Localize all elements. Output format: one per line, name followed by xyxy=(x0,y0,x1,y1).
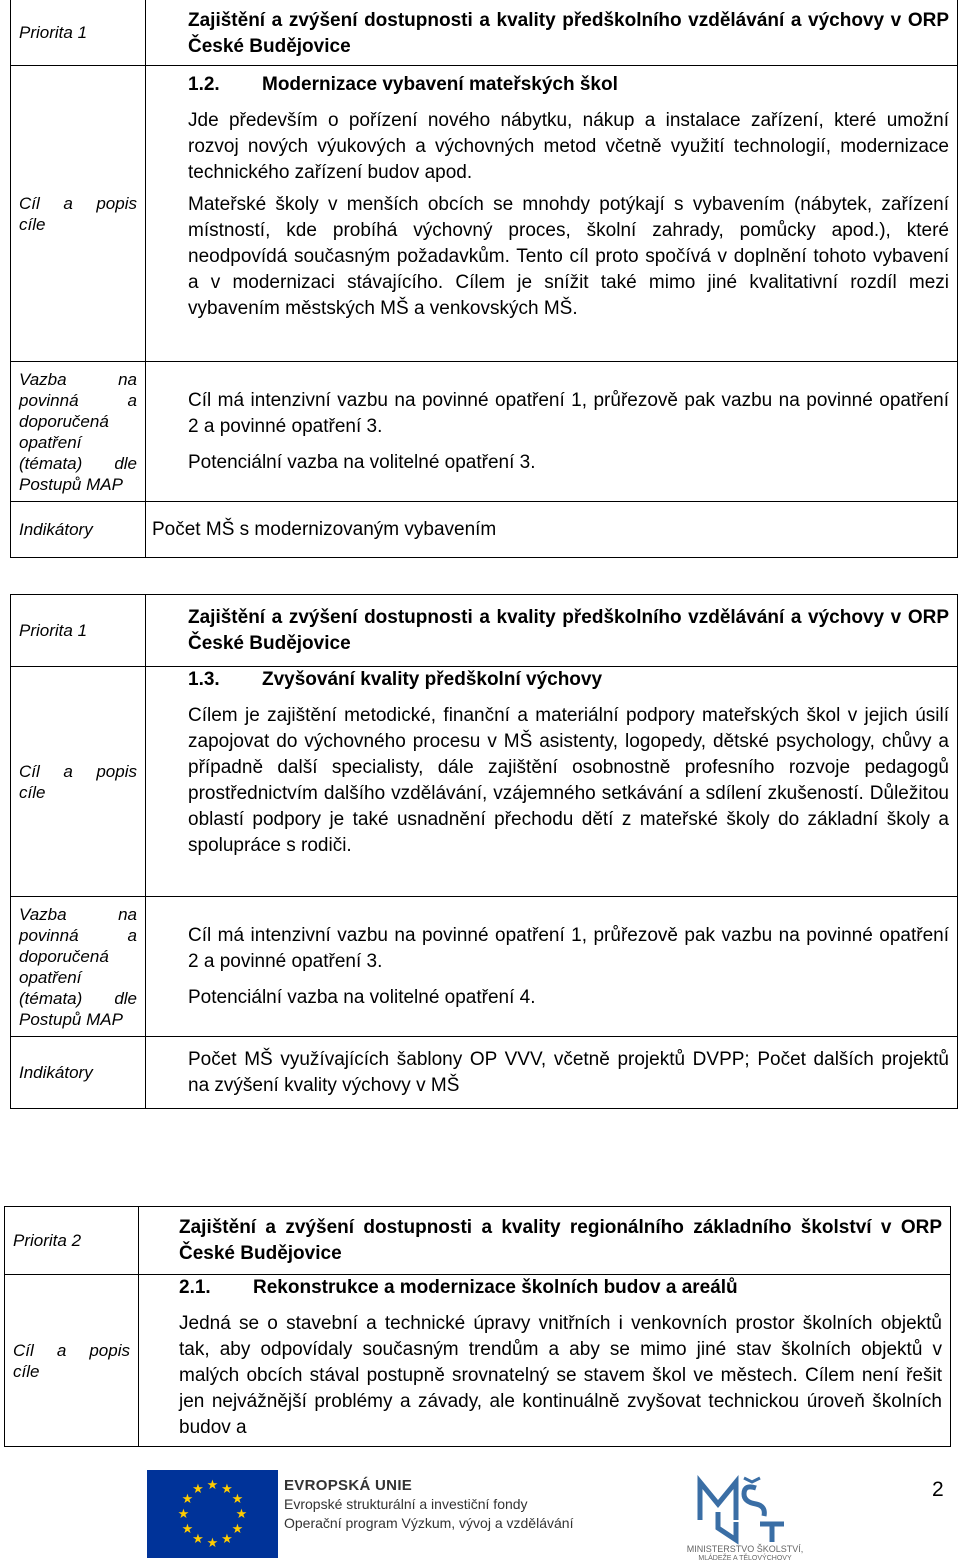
goal-heading xyxy=(188,667,949,693)
goal-label-cell xyxy=(11,667,146,897)
goal-number: 2.1. xyxy=(179,1277,211,1298)
link-label-cell xyxy=(11,362,146,502)
table-goal-1-3 xyxy=(10,594,958,1109)
priority-label-cell xyxy=(11,595,146,667)
table-goal-1-2 xyxy=(10,0,958,558)
goal-label-2: cíle xyxy=(13,1361,40,1381)
svg-text:★: ★ xyxy=(192,1482,204,1497)
svg-text:★: ★ xyxy=(192,1532,204,1547)
eu-flag-logo xyxy=(147,1470,278,1558)
goal-label: Cíl a popis xyxy=(19,761,137,781)
goal-heading xyxy=(188,72,949,98)
link-text-2: Potenciální vazba na volitelné opatření 4. xyxy=(188,986,536,1008)
priority-title: Zajištění a zvýšení dostupnosti a kvality předškolního vzdělávání a výchovy v ORP České Budějovice xyxy=(146,0,958,66)
indicator-text: Počet MŠ s modernizovaným vybavením xyxy=(146,502,958,558)
indicator-label: Indikátory xyxy=(19,520,93,539)
msmt-emblem-icon xyxy=(660,1470,830,1560)
indicator-text: Počet MŠ využívajících šablony OP VVV, včetně projektů DVPP; Počet dalších projektů na zvýšení kvality výchovy v MŠ xyxy=(146,1037,958,1109)
table-goal-2-1 xyxy=(4,1206,951,1447)
goal-title: Rekonstrukce a modernizace školních budov a areálů xyxy=(253,1277,738,1298)
link-label-2: Postupů MAP xyxy=(19,1009,123,1029)
indicator-label: Indikátory xyxy=(19,1063,93,1082)
eu-title: EVROPSKÁ UNIE xyxy=(284,1477,413,1494)
goal-label-cell xyxy=(5,1275,139,1447)
goal-label: Cíl a popis xyxy=(19,193,137,213)
priority-label: Priorita 2 xyxy=(13,1231,82,1250)
link-text-1: Cíl má intenzivní vazbu na povinné opatření 1, průřezově pak vazbu na povinné opatření 2 a povinné opatření 3. xyxy=(188,389,949,437)
goal-label-2: cíle xyxy=(19,214,46,234)
msmt-line-1: MINISTERSTVO ŠKOLSTVÍ, xyxy=(686,1544,804,1554)
goal-content xyxy=(139,1275,951,1447)
priority-label-cell xyxy=(5,1207,139,1275)
eu-stars-icon xyxy=(147,1470,278,1558)
goal-content xyxy=(146,667,958,897)
eu-funds-line: Evropské strukturální a investiční fondy xyxy=(284,1496,528,1512)
link-text-2: Potenciální vazba na volitelné opatření 3. xyxy=(188,451,536,473)
link-content xyxy=(146,362,958,502)
svg-text:★: ★ xyxy=(181,1492,194,1507)
link-text-1: Cíl má intenzivní vazbu na povinné opatření 1, průřezově pak vazbu na povinné opatření 2 a povinné opatření 3. xyxy=(188,924,949,972)
indicator-label-cell xyxy=(11,502,146,558)
msmt-logo xyxy=(660,1470,830,1560)
goal-title: Modernizace vybavení mateřských škol xyxy=(262,74,618,95)
priority-label-cell xyxy=(11,0,146,66)
link-label: Vazba na povinná a doporučená opatření (témata) dle xyxy=(19,904,137,1008)
svg-text:★: ★ xyxy=(181,1522,194,1537)
eu-program-text xyxy=(284,1476,573,1533)
svg-text:★: ★ xyxy=(177,1507,190,1522)
priority-label: Priorita 1 xyxy=(19,22,88,42)
goal-label: Cíl a popis xyxy=(13,1340,130,1360)
goal-desc-2: Mateřské školy v menších obcích se mnohdy potýkají s vybavením (nábytek, zařízení místností, kde probíhá výchovný proces, školní zahrady, pomůcky apod.), které neodpovídá současným požadavkům. Tento cíl proto spočívá v doplnění tohoto vybavení a v modernizaci stávajícího. Cílem je snížit také mimo jiné kvalitativní rozdíl mezi vybavením městských MŠ a venkovských MŠ. xyxy=(188,194,949,319)
goal-title: Zvyšování kvality předškolní výchovy xyxy=(262,669,603,690)
priority-title: Zajištění a zvýšení dostupnosti a kvality regionálního základního školství v ORP České Budějovice xyxy=(139,1207,951,1275)
link-label-2: Postupů MAP xyxy=(19,474,123,494)
svg-text:★: ★ xyxy=(231,1492,244,1507)
svg-text:★: ★ xyxy=(221,1482,233,1497)
link-content xyxy=(146,897,958,1037)
msmt-line-2: MLÁDEŽE A TĚLOVÝCHOVY xyxy=(698,1555,792,1560)
goal-desc-1: Jedná se o stavební a technické úpravy vnitřních i venkovních prostor školních objektů tak, aby odpovídaly současným trendům a aby se mimo jiné stav školních objektů v malých obcích stával postupně srovnatelný se stavem škol ve městech. Cílem není řešit jen nejvážnější problémy a závady, ale kontinuálně zvyšovat technickou úroveň školních budov a xyxy=(179,1313,942,1438)
eu-program-line: Operační program Výzkum, vývoj a vzdělávání xyxy=(284,1515,574,1531)
goal-desc-1: Jde především o pořízení nového nábytku, nákup a instalace zařízení, které umožní rozvoj nových výukových a výchovných metod včetně využití technologií, modernizace technického zařízení budov apod. xyxy=(188,110,949,183)
svg-text:★: ★ xyxy=(231,1522,244,1537)
svg-text:★: ★ xyxy=(235,1507,248,1522)
priority-title: Zajištění a zvýšení dostupnosti a kvality předškolního vzdělávání a výchovy v ORP České Budějovice xyxy=(146,595,958,667)
goal-number: 1.3. xyxy=(188,669,220,690)
goal-label-cell xyxy=(11,66,146,362)
goal-number: 1.2. xyxy=(188,74,220,95)
priority-label: Priorita 1 xyxy=(19,621,88,640)
link-label: Vazba na povinná a doporučená opatření (témata) dle xyxy=(19,369,137,473)
indicator-label-cell xyxy=(11,1037,146,1109)
svg-text:★: ★ xyxy=(221,1532,233,1547)
page-number: 2 xyxy=(932,1478,944,1501)
goal-content xyxy=(146,66,958,362)
svg-text:★: ★ xyxy=(206,1478,219,1493)
goal-desc-1: Cílem je zajištění metodické, finanční a materiální podpory mateřských škol v jejich úsilí zapojovat do výchovného procesu v MŠ asistenty, logopedy, dětské psychology, chůvy a případně další specialisty, dále zajištění osobnostně profesního rozvoje pedagogů prostřednictvím dalšího vzdělávání, vzájemného setkávání a sdílení zkušeností. Důležitou oblastí podpory je také usnadnění přechodu dětí z mateřské školy do základní školy a spolupráce s rodiči. xyxy=(188,705,949,856)
goal-label-2: cíle xyxy=(19,782,46,802)
goal-heading xyxy=(179,1275,942,1301)
link-label-cell xyxy=(11,897,146,1037)
svg-text:★: ★ xyxy=(206,1536,219,1551)
